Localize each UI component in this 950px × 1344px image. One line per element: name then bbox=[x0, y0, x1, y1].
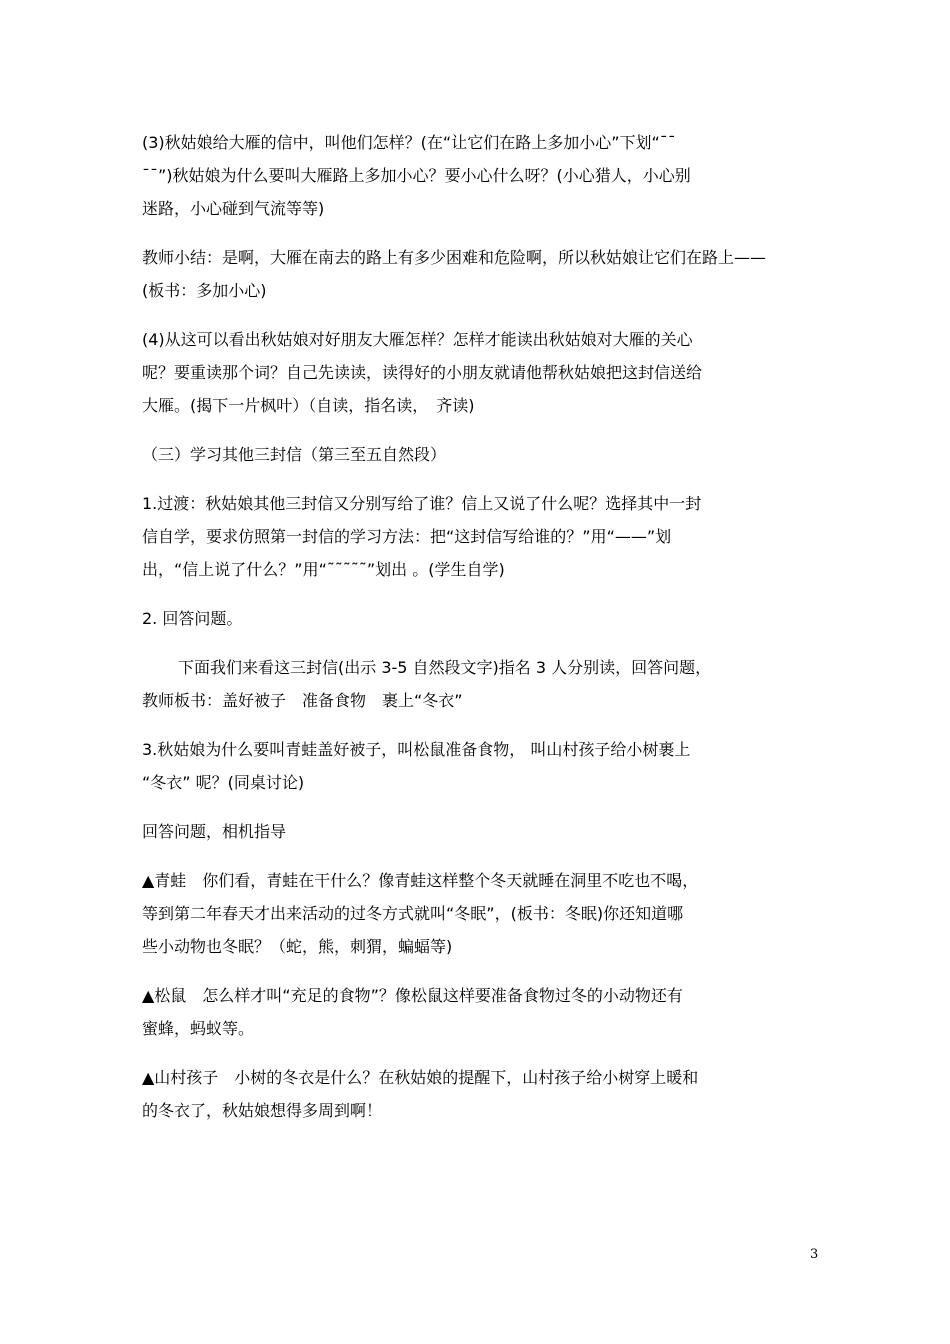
paragraph-guidance: 回答问题，相机指导 bbox=[142, 822, 287, 841]
paragraph-read-letters: 下面我们来看这三封信(出示 3-5 自然段文字)指名 3 人分别读，回答问题， 教师板书：盖好被子 准备食物 裹上“冬衣” bbox=[142, 658, 712, 710]
paragraph-squirrel: ▲松鼠 怎么样才叫“充足的食物”？像松鼠这样要准备食物过冬的小动物还有 蜜蜂，蚂蚁等。 bbox=[142, 986, 683, 1038]
section-heading-three-letters: （三）学习其他三封信（第三至五自然段） bbox=[142, 445, 447, 464]
paragraph-transition: 1.过渡：秋姑娘其他三封信又分别写给了谁？信上又说了什么呢？选择其中一封 信自学，要求仿照第一封信的学习方法：把“这封信写给谁的？”用“——”划 出，“信上说了什么？”用“˜˜˜˜˜”划出 。(学生自学) bbox=[142, 494, 702, 579]
paragraph-step-3: (3)秋姑娘给大雁的信中，叫他们怎样？(在“让它们在路上多加小心”下划“¯¯ ¯¯”)秋姑娘为什么要叫大雁路上多加小心？要小心什么呀？(小心猎人，小心别 迷路，小心碰到气流等等) bbox=[142, 133, 691, 218]
paragraph-answer-questions: 2. 回答问题。 bbox=[142, 609, 243, 628]
paragraph-teacher-summary: 教师小结：是啊，大雁在南去的路上有多少困难和危险啊，所以秋姑娘让它们在路上—— (板书：多加小心) bbox=[142, 248, 767, 300]
paragraph-step-4: (4)从这可以看出秋姑娘对好朋友大雁怎样？怎样才能读出秋姑娘对大雁的关心 呢？要重读那个词？自己先读读，读得好的小朋友就请他帮秋姑娘把这封信送给 大雁。(揭下一片枫叶）（自读，指名读， 齐读) bbox=[142, 330, 703, 415]
paragraph-why-question: 3.秋姑娘为什么要叫青蛙盖好被子，叫松鼠准备食物， 叫山村孩子给小树裹上 “冬衣” 呢？(同桌讨论) bbox=[142, 740, 691, 792]
document-body bbox=[142, 126, 832, 1143]
paragraph-frog: ▲青蛙 你们看，青蛙在干什么？像青蛙这样整个冬天就睡在洞里不吃也不喝， 等到第二年春天才出来活动的过冬方式就叫“冬眠”，(板书：冬眠)你还知道哪 些小动物也冬眠？（蛇，熊，刺猬，蝙蝠等) bbox=[142, 871, 699, 956]
page-number: 3 bbox=[810, 1247, 819, 1262]
paragraph-mountain-children: ▲山村孩子 小树的冬衣是什么？在秋姑娘的提醒下，山村孩子给小树穿上暖和 的冬衣了，秋姑娘想得多周到啊！ bbox=[142, 1068, 699, 1120]
